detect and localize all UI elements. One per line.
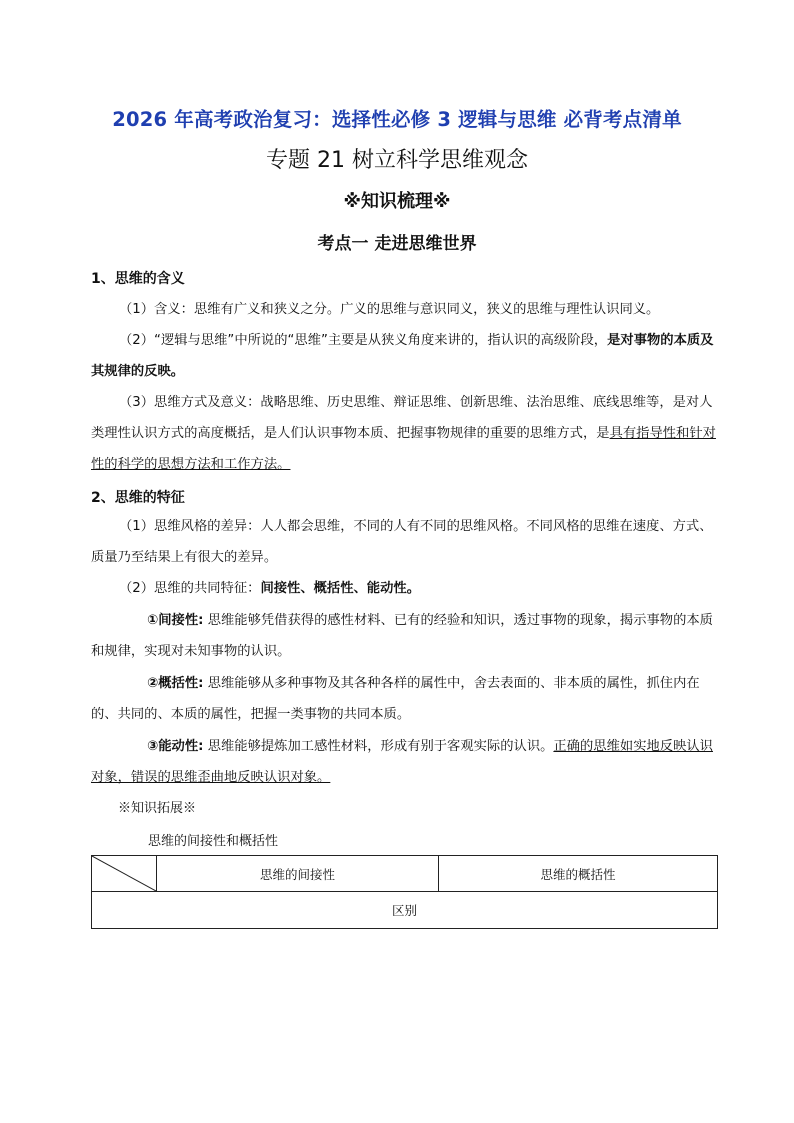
item-label: ①间接性: xyxy=(147,613,204,628)
diagonal-divider xyxy=(92,856,156,891)
section-2-heading: 2、思维的特征 xyxy=(91,490,185,506)
table-corner-cell xyxy=(92,856,157,892)
section-1-heading: 1、思维的含义 xyxy=(91,271,185,287)
s2-p2-bold: 间接性、概括性、能动性。 xyxy=(260,581,420,596)
item-label: ③能动性: xyxy=(147,739,204,754)
s2-item-generality xyxy=(91,668,719,730)
s2-item-indirectness xyxy=(91,605,719,667)
comparison-table xyxy=(91,855,718,929)
s1-paragraph-2 xyxy=(91,325,719,387)
item-label: ②概括性: xyxy=(147,676,204,691)
s1-p2-text: （2）“逻辑与思维”中所说的“思维”主要是从狭义角度来讲的，指认识的高级阶段， xyxy=(119,333,608,348)
item-text: 思维能够凭借获得的感性材料、已有的经验和知识，透过事物的现象，揭示事物的本质和规律，实现对未知事物的认识。 xyxy=(91,613,713,659)
table-header-cell: 思维的间接性 xyxy=(157,856,439,892)
s2-p2-text: （2）思维的共同特征： xyxy=(119,581,261,596)
s2-item-initiative xyxy=(91,731,719,793)
s1-paragraph-3 xyxy=(91,387,719,480)
section-mark: ※知识梳理※ xyxy=(343,191,451,212)
table-header-row xyxy=(92,856,718,892)
table-header-cell: 思维的概括性 xyxy=(439,856,718,892)
table-cell-difference: 区别 xyxy=(92,892,718,929)
s2-paragraph-1: （1）思维风格的差异：人人都会思维，不同的人有不同的思维风格。不同风格的思维在速度、方式、质量乃至结果上有很大的差异。 xyxy=(91,519,713,565)
s1-paragraph-1: （1）含义：思维有广义和狭义之分。广义的思维与意识同义，狭义的思维与理性认识同义。 xyxy=(119,302,660,317)
document-banner-title: 2026 年高考政治复习：选择性必修 3 逻辑与思维 必背考点清单 xyxy=(112,108,682,131)
knowledge-extension-mark: ※知识拓展※ xyxy=(118,801,197,816)
kaodian-heading: 考点一 走进思维世界 xyxy=(317,234,477,254)
item-text: 思维能够提炼加工感性材料，形成有别于客观实际的认识。 xyxy=(203,739,554,754)
item-text: 思维能够从多种事物及其各种各样的属性中，舍去表面的、非本质的属性，抓住内在的、共同的、本质的属性，把握一类事物的共同本质。 xyxy=(91,676,700,722)
s2-paragraph-2 xyxy=(91,573,719,604)
item-underlined-text: 正确的思维如实地反映认识对象，错误的思维歪曲地反映认识对象。 xyxy=(91,739,713,785)
s1-p3-underlined: 具有指导性和针对性的科学的思想方法和工作方法。 xyxy=(91,426,716,472)
table-row xyxy=(92,892,718,929)
topic-title: 专题 21 树立科学思维观念 xyxy=(266,148,528,173)
s1-p3-text: （3）思维方式及意义：战略思维、历史思维、辩证思维、创新思维、法治思维、底线思维等，是对人类理性认识方式的高度概括，是人们认识事物本质、把握事物规律的重要的思维方式，是 xyxy=(91,395,713,441)
s1-p2-bold: 是对事物的本质及其规律的反映。 xyxy=(91,333,714,379)
table-caption: 思维的间接性和概括性 xyxy=(148,834,279,849)
